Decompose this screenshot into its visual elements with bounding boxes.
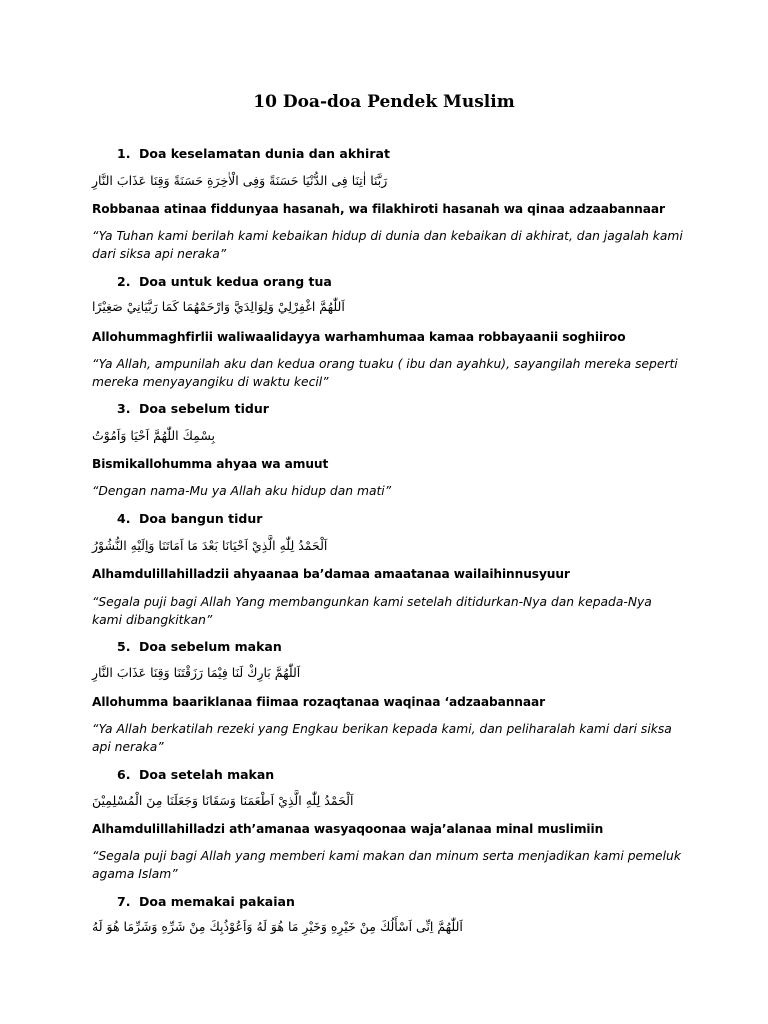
transliteration-1: Robbanaa atinaa fiddunyaa hasanah, wa filakhiroti hasanah wa qinaa adzaabannaar [92, 202, 665, 216]
doa-heading-7 [117, 894, 295, 910]
translation-4: “Segala puji bagi Allah Yang membangunkan kami setelah ditidurkan-Nya dan kepada-Nya kami dibangkitkan” [92, 595, 652, 627]
arabic-text-3: بِسْمِكَ اللّٰهُمَّ اَحْيَا وَاَمُوْتُ [92, 428, 216, 443]
page-title: 10 Doa-doa Pendek Muslim [253, 92, 515, 112]
heading-text: Doa sebelum makan [139, 639, 282, 654]
transliteration-3: Bismikallohumma ahyaa wa amuut [92, 457, 329, 471]
doa-heading-6 [117, 767, 274, 783]
transliteration-4: Alhamdulillahilladzii ahyaanaa ba’damaa amaatanaa wailaihinnusyuur [92, 567, 570, 581]
doa-heading-2 [117, 274, 332, 290]
doa-heading-1 [117, 146, 390, 162]
transliteration-6: Alhamdulillahilladzi ath’amanaa wasyaqoonaa waja’alanaa minal muslimiin [92, 822, 604, 836]
arabic-text-2: اَللّٰهُمَّ اغْفِرْلِيْ وَلِوَالِدَيَّ وَارْحَمْهُمَا كَمَا رَبَّيَانِيْ صَغِيْرًا [92, 299, 345, 314]
heading-text: Doa setelah makan [139, 767, 275, 782]
doa-heading-5 [117, 639, 282, 655]
arabic-text-4: اَلْحَمْدُ لِلّٰهِ الَّذِيْ اَحْيَانَا بَعْدَ مَا اَمَاتَنَا وَاِلَيْهِ النُّشُوْرُ [92, 538, 328, 553]
arabic-text-6: اَلْحَمْدُ لِلّٰهِ الَّذِيْ اَطْعَمَنَا وَسَقَانَا وَجَعَلَنَا مِنَ الْمُسْلِمِيْنَ [92, 793, 354, 808]
item-number: 2. [117, 274, 131, 289]
arabic-text-1: رَبَّنَا اٰتِنَا فِى الدُّنْيَا حَسَنَةً وَفِى الْاٰخِرَةِ حَسَنَةً وَقِنَا عَذَابَ النَّارِ [92, 173, 388, 188]
arabic-text-7: اَللّٰهُمَّ اِنِّى اَسْأَلُكَ مِنْ خَيْرِهِ وَخَيْرِ مَا هُوَ لَهُ وَاَعُوْذُبِكَ مِنْ شَرِّهِ وَشَرِّمَا هُوَ لَهُ [92, 919, 463, 934]
translation-3: “Dengan nama-Mu ya Allah aku hidup dan mati” [92, 484, 392, 498]
translation-5: “Ya Allah berkatilah rezeki yang Engkau berikan kepada kami, dan peliharalah kami dari siksa api neraka” [92, 722, 672, 754]
item-number: 7. [117, 894, 131, 909]
transliteration-5: Allohumma baariklanaa fiimaa rozaqtanaa waqinaa ‘adzaabannaar [92, 695, 546, 709]
heading-text: Doa untuk kedua orang tua [139, 274, 332, 289]
item-number: 4. [117, 511, 131, 526]
translation-1: “Ya Tuhan kami berilah kami kebaikan hidup di dunia dan kebaikan di akhirat, dan jagalah kami dari siksa api neraka” [92, 229, 683, 261]
transliteration-2: Allohummaghfirlii waliwaalidayya warhamhumaa kamaa robbayaanii soghiiroo [92, 330, 626, 344]
doa-heading-3 [117, 401, 269, 417]
translation-2: “Ya Allah, ampunilah aku dan kedua orang tuaku ( ibu dan ayahku), sayangilah mereka seperti mereka menyayangiku di waktu kecil” [92, 357, 678, 389]
translation-6: “Segala puji bagi Allah yang memberi kami makan dan minum serta menjadikan kami pemeluk agama Islam” [92, 849, 681, 881]
heading-text: Doa sebelum tidur [139, 401, 269, 416]
item-number: 1. [117, 146, 131, 161]
item-number: 3. [117, 401, 131, 416]
heading-text: Doa memakai pakaian [139, 894, 295, 909]
heading-text: Doa keselamatan dunia dan akhirat [139, 146, 390, 161]
doa-heading-4 [117, 511, 262, 527]
item-number: 5. [117, 639, 131, 654]
item-number: 6. [117, 767, 131, 782]
arabic-text-5: اَللّٰهُمَّ بَارِكْ لَنَا فِيْمَا رَزَقْتَنَا وَقِنَا عَذَابَ النَّارِ [92, 665, 301, 680]
heading-text: Doa bangun tidur [139, 511, 263, 526]
